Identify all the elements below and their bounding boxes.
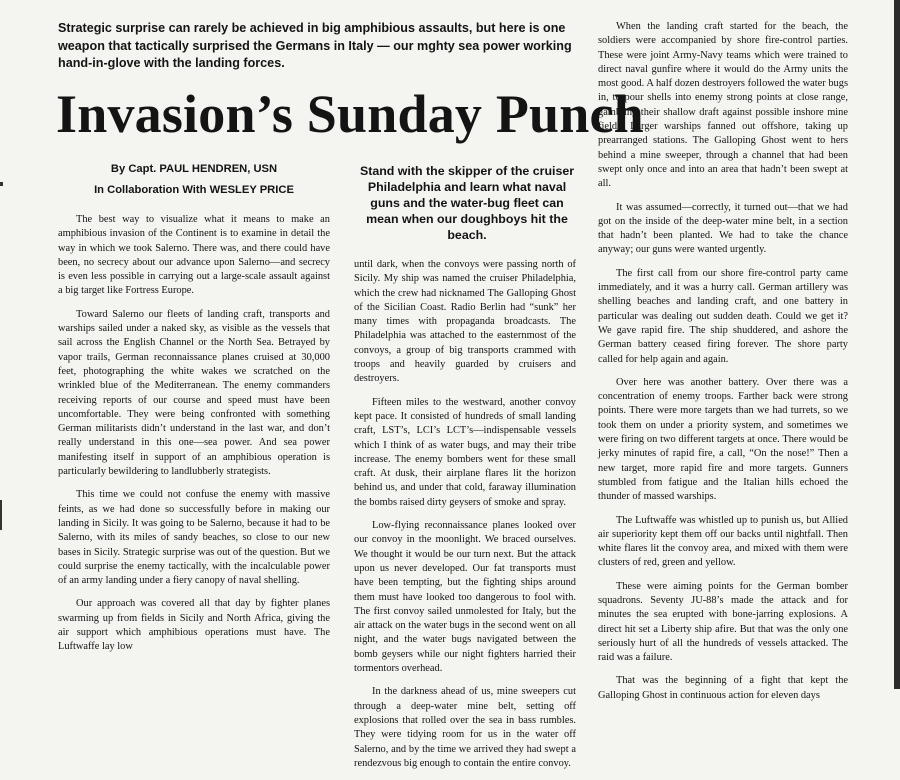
paragraph: until dark, when the convoys were passing north of Sicily. My ship was named the cruiser Philadelphia, which the crew had nicknamed The Galloping Ghost of the Sicilian Coast. Radio Berlin had “sunk” her many times with propaganda broadcasts. The Philadelphia was attached to the easternmost of the convoys, a group of big transports crammed with troops and heavily guarded by cruisers and destroyers. xyxy=(354,259,576,385)
byline: By Capt. PAUL HENDREN, USN xyxy=(110,163,278,175)
paragraph: In the darkness ahead of us, mine sweepers cut through a deep-water mine belt, setting off explosions that rolled over the sea in bass rumbles. They were tidying room for us in the water off Salerno, and by the time we arrived they had swept a rendezvous big enough to contain the entire convoy. xyxy=(354,686,576,769)
deck-text: Strategic surprise can rarely be achieved in big amphibious assaults, but here is one weapon that tactically surprised the Germans in Italy — our mghty sea power working hand-in-glove with the landing forces. xyxy=(58,21,572,70)
article-column-1 xyxy=(58,213,330,664)
paragraph: The best way to visualize what it means to make an amphibious invasion of the Continent is to examine in detail the way in which we took Salerno. There was, and there could have been, no secrecy about our advance upon Salerno—and secrecy is even less possible in carrying out a large-scale assault against a big target like Fortress Europe. xyxy=(58,214,330,297)
paragraph: This time we could not confuse the enemy with massive feints, as we had done so successfully before in making our landing in Sicily. It was going to be Salerno, because it had to be Salerno, with its miles of sandy beaches, so close to our new bases in Sicily. Strategic surprise was out of the question. But we could surprise the enemy tactically, with the incalculable power of an army landing under a fiery canopy of naval shelling. xyxy=(58,489,330,587)
paragraph: The first call from our shore fire-control party came immediately, and it was a hurry call. German artillery was shelling beaches and landing craft, and one battery in particular was dealing out sudden death. Could we get it? We gave rapid fire. The ship shuddered, and ashore the German battery ceased firing forever. The shore party called for help again and again. xyxy=(598,267,848,365)
paragraph: When the landing craft started for the beach, the soldiers were accompanied by shore fire-control parties. These were joint Army-Navy teams which were trained to direct naval gunfire where it would do the Army units the most good. A half dozen destroyers followed the water bugs in, to pour shells into enemy strong points at close range, gambling their shallow draft against possible inshore mine fields. Larger warships fanned out offshore, taking up prearranged stations. The Galloping Ghost went to hers behind a mine sweeper, through a channel that had been swept only once and into an area that hadn’t been swept at all. xyxy=(598,21,848,190)
paragraph: It was assumed—correctly, it turned out—that we had got on the inside of the deep-water mine belt, in a section that hadn’t been planted. We had to take the chance anyway; our guns were wanted urgently. xyxy=(598,201,848,256)
paragraph: Over here was another battery. Over there was a concentration of enemy troops. Farther back were strong points. There were more targets than we had turrets, so we took them on under a priority system, and sometimes we were firing on two different targets at once. There would be jerky minutes of rapid fire, a call, “On the nose!” Then a new target, more rapid fire and more targets. Gunners stumbled from fatigue and the Italian hills echoed the thunder of massed warships. xyxy=(598,376,848,503)
paragraph: That was the beginning of a fight that kept the Galloping Ghost in continuous action for eleven days xyxy=(598,675,848,701)
paragraph: Low-flying reconnaissance planes looked over our convoy in the moonlight. We braced ourselves. We thought it would be our turn next. But the attack upon us never developed. Our fat transports must have been tempting, but the fighting ships around them must have looked too dangerous to fool with. The first convoy sailed unmolested for Italy, but the air attack on the water bugs in the second went on all night, and the water bugs navigated between the bomb geysers while our night fighters harried their tormentors overhead. xyxy=(354,520,576,675)
collaboration-credit: In Collaboration With WESLEY PRICE xyxy=(94,184,294,196)
paragraph: Fifteen miles to the westward, another convoy kept pace. It consisted of hundreds of small landing craft, LST’s, LCI’s LCT’s—indispensable vessels which I think of as water bugs, and may their tribe increase. The enemy bombers went for these small craft. At dusk, their airplane flares lit the horizon behind us, and under that cold, faraway illumination the bombs raised dirty geysers of smoke and spray. xyxy=(354,396,576,508)
page-edge-shadow xyxy=(894,0,900,689)
paragraph: These were aiming points for the German bomber squadrons. Seventy JU-88’s made the attack and for minutes the sea erupted with bone-jarring explosions. A direct hit set a Liberty ship afire. But that was the only one seriously hurt of all the hundreds of vessels attacked. The raid was a failure. xyxy=(598,580,848,664)
paragraph: Toward Salerno our fleets of landing craft, transports and warships sailed under a naked sky, as visible as the vessels that sail across the English Channel or the North Sea. Betrayed by vapor trails, German reconnaissance planes cruised at 30,000 feet, photographing the white wakes we scratched on the wrinkled blue of the Mediterranean. The enemy commanders receiving reports of our course and speed must have been uncomfortable. They were being confronted with something German militarists didn’t understand in the last war, and don’t really understand in this one—sea power. And sea power manifesting itself in support of an amphibious operation is particularly bewildering to landlubberly strategists. xyxy=(58,308,330,478)
headline: Invasion’s Sunday Punch xyxy=(56,84,644,144)
article-column-2 xyxy=(354,258,576,780)
edge-mark xyxy=(0,182,3,186)
edge-mark xyxy=(0,500,2,530)
article-column-3 xyxy=(598,20,848,712)
paragraph: Our approach was covered all that day by fighter planes swarming up from fields in Sicily and North Africa, giving the air support which amphibious operations must have. The Luftwaffe lay low xyxy=(58,598,330,653)
subhead: Stand with the skipper of the cruiser Philadelphia and learn what naval guns and the water-bug fleet can mean when our doughboys hit the beach. xyxy=(359,164,575,242)
paragraph: The Luftwaffe was whistled up to punish us, but Allied air superiority kept them off our backs until nightfall. Then white flares lit the convoy area, and mixed with them were clusters of red, green and yellow. xyxy=(598,514,848,569)
